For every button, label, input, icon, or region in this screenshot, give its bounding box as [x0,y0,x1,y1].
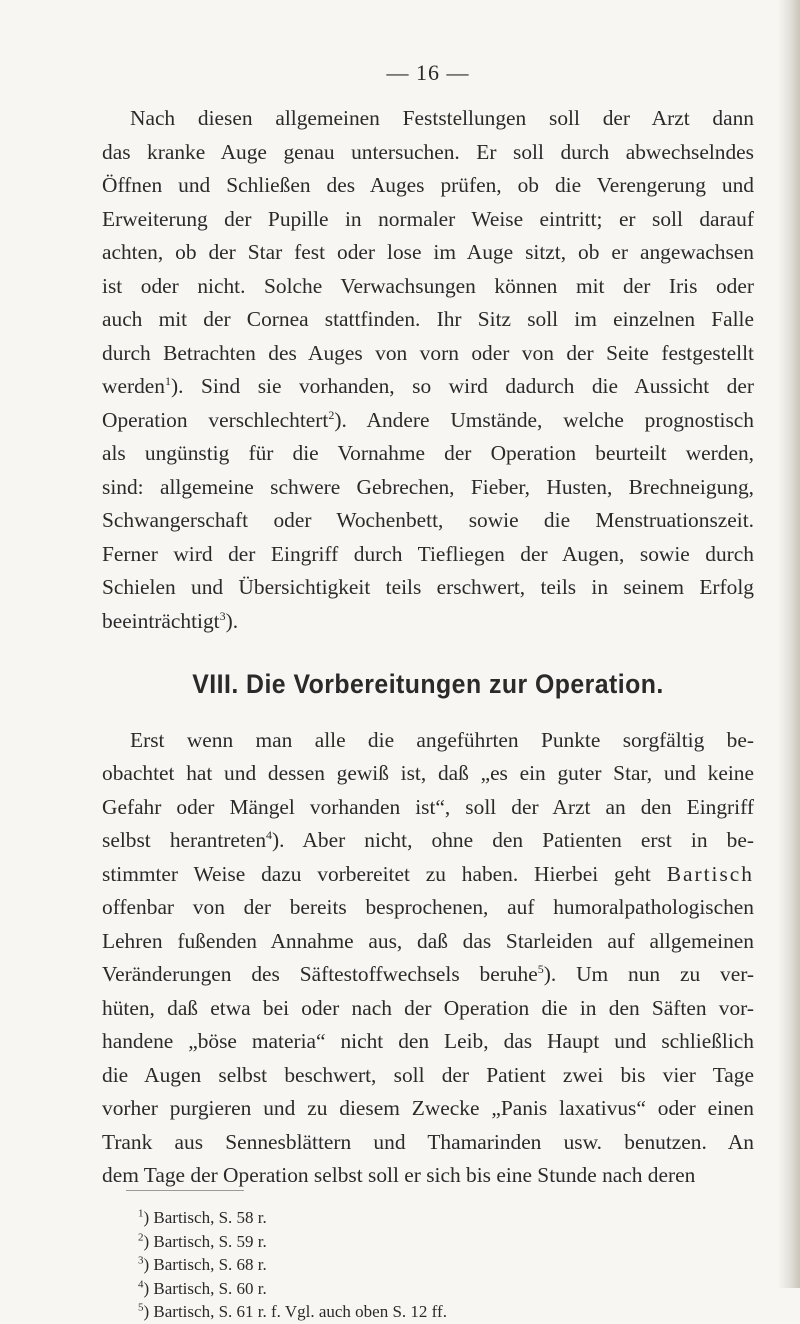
page-number: — 16 — [386,60,470,85]
footnote [102,1277,754,1301]
footnote-mark: 3 [138,1254,144,1267]
text-segment: Veränderungen des Säftestoffwechsels beruhe [102,962,538,986]
text-line [102,858,754,892]
text-line: Nach diesen allgemeinen Feststellungen soll der Arzt dann [130,106,754,130]
footnote-reference[interactable]: 2 [328,407,335,422]
footnote-text: ) Bartisch, S. 60 r. [143,1278,267,1298]
text-segment: werden [102,374,165,398]
text-line: achten, ob der Star fest oder lose im Auge sitzt, ob er angewachsen [102,240,754,264]
section-heading: VIII. Die Vorbereitungen zur Operation. [192,669,664,699]
footnote [102,1206,754,1230]
footnote-reference[interactable]: 5 [537,961,544,976]
footnote-text: ) Bartisch, S. 59 r. [143,1231,267,1251]
text-segment: selbst herantreten [102,828,267,852]
paragraph-2 [102,724,754,1193]
text-line: durch Betrachten des Auges von vorn oder von der Seite festgestellt [102,340,754,365]
text-line [102,824,754,858]
text-line: das kranke Auge genau untersuchen. Er soll durch abwechselndes [102,139,754,164]
text-line: handene „böse materia“ nicht den Leib, das Haupt und schließlich [102,1029,754,1053]
text-line: obachtet hat und dessen gewiß ist, daß „es ein guter Star, und keine [102,761,754,785]
text-segment: ). Sind sie vorhanden, so wird dadurch die Aussicht der [170,374,754,398]
footnote-mark: 2 [138,1230,144,1243]
author-name: Bartisch [666,861,754,886]
footnote-text: ) Bartisch, S. 61 r. f. Vgl. auch oben S. 12 ff. [143,1302,447,1321]
text-segment: Operation verschlechtert [102,407,329,432]
text-line: offenbar von der bereits besprochenen, auf humoralpathologischen [102,895,754,919]
footnote-reference[interactable]: 3 [219,608,226,623]
footnote-text: ) Bartisch, S. 68 r. [143,1255,267,1274]
text-line [102,404,754,438]
footnote-reference[interactable]: 1 [164,373,171,388]
text-line: als ungünstig für die Vornahme der Operation beurteilt werden, [102,441,754,465]
text-line: Ferner wird der Eingriff durch Tiefliegen der Augen, sowie durch [102,541,754,566]
text-segment: ). Aber nicht, ohne den Patienten erst in be- [272,828,754,852]
footnote-mark: 1 [138,1207,144,1220]
footnote-divider [126,1190,244,1191]
text-line [102,605,754,639]
text-line: hüten, daß etwa bei oder nach der Operation die in den Säften vor- [102,995,754,1020]
text-line: Gefahr oder Mängel vorhanden ist“, soll der Arzt an den Eingriff [102,794,754,819]
footnote [102,1300,754,1324]
text-segment: stimmter Weise dazu vorbereitet zu haben. Hierbei geht [102,861,651,886]
footnote [102,1253,754,1277]
text-line: Schwangerschaft oder Wochenbett, sowie die Menstruationszeit. [102,508,754,532]
body-text [102,102,754,1193]
footnote-mark: 4 [138,1277,144,1290]
footnotes [102,1206,754,1324]
footnote-text: ) Bartisch, S. 58 r. [143,1208,267,1227]
text-line [102,958,754,992]
text-segment: ). Um nun zu ver- [543,962,755,986]
text-line: die Augen selbst beschwert, soll der Patient zwei bis vier Tage [102,1062,754,1087]
text-line: dem Tage der Operation selbst soll er sich bis eine Stunde nach deren [102,1163,696,1187]
text-line: Erst wenn man alle die angeführten Punkte sorgfältig be- [130,727,754,752]
text-line: sind: allgemeine schwere Gebrechen, Fieber, Husten, Brechneigung, [102,474,754,499]
footnote [102,1230,754,1254]
text-segment: ). Andere Umstände, welche prognostisch [334,407,755,432]
page-edge-shadow [778,0,800,1288]
text-line: auch mit der Cornea stattfinden. Ihr Sitz soll im einzelnen Falle [102,307,754,331]
text-line: Lehren fußenden Annahme aus, daß das Starleiden auf allgemeinen [102,928,754,953]
footnote-reference[interactable]: 4 [266,827,273,842]
footnote-mark: 5 [138,1301,144,1314]
text-line: Schielen und Übersichtigkeit teils erschwert, teils in seinem Erfolg [102,575,754,599]
text-line [102,370,754,404]
text-line: vorher purgieren und zu diesem Zwecke „Panis laxativus“ oder einen [102,1096,754,1120]
text-line: Öffnen und Schließen des Auges prüfen, ob die Verengerung und [102,173,754,197]
text-segment: beeinträchtigt [102,608,220,633]
text-line: ist oder nicht. Solche Verwachsungen können mit der Iris oder [102,273,754,298]
text-segment: ). [225,608,239,633]
text-line: Trank aus Sennesblättern und Thamarinden usw. benutzen. An [102,1129,754,1154]
text-line: Erweiterung der Pupille in normaler Weise eintritt; er soll darauf [102,206,754,231]
paragraph-1 [102,102,754,638]
